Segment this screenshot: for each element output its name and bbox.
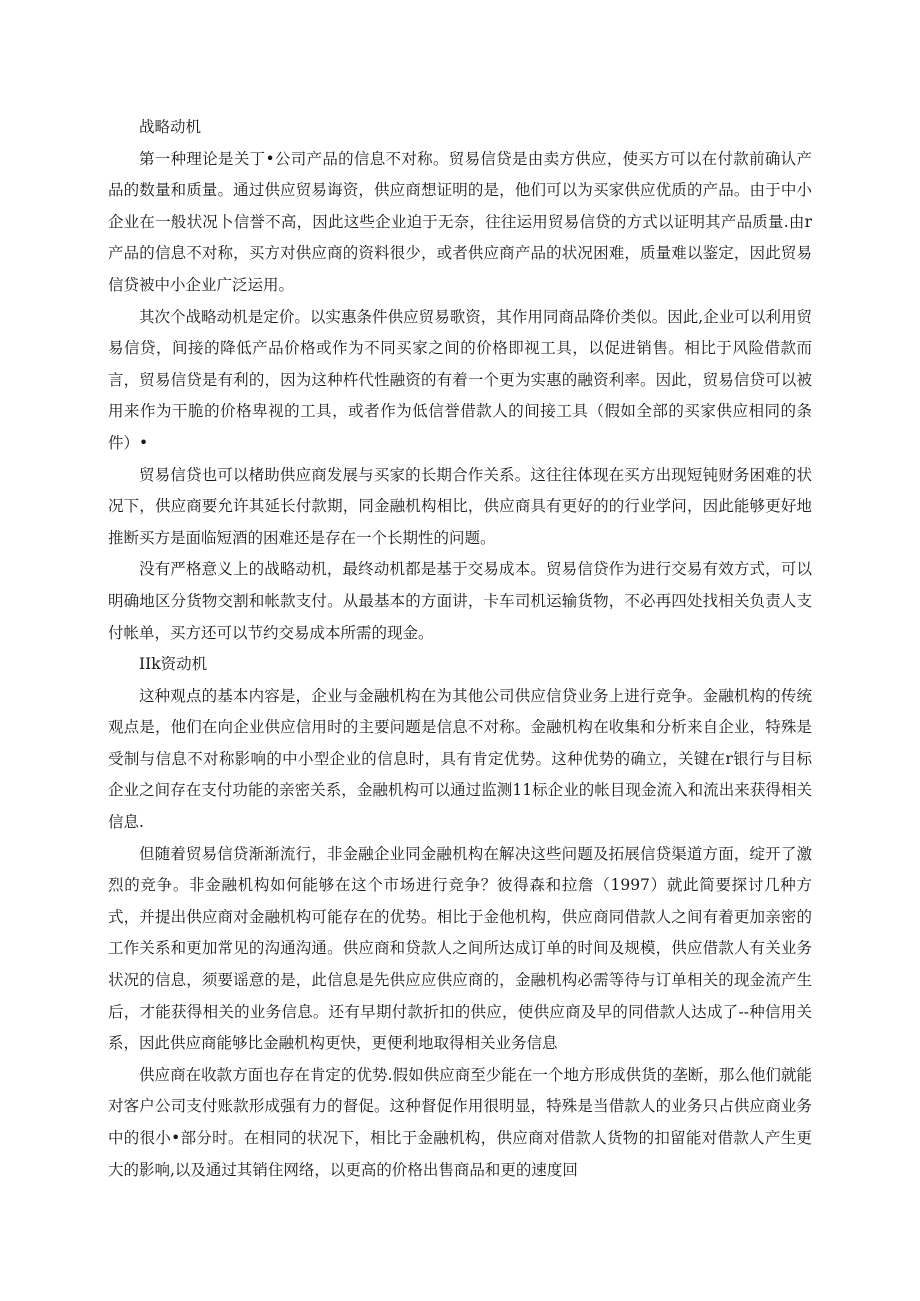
section-heading-strategic-motive: 战略动机 — [139, 118, 202, 136]
paragraph-competition-advantage: 但随着贸易信贷渐渐流行，非金融企业同金融机构在解决这些问题及拓展信贷渠道方面，绽开了激烈的竞争。非金融机构如何能够在这个市场进行竞争？彼得森和拉詹（1997）就此简要探讨几种方式，并提出供应商对金融机构可能存在的优势。相比于金他机构，供应商同借款人之间有着更加亲密的工作关系和更加常见的沟通沟通。供应商和贷款人之间所达成订单的时间及规模，供应借款人有关业务状况的信息，须要谣意的是，此信息是先供应应供应商的，金融机构必需等待与订单相关的现金流产生后，才能获得相关的业务信息。还有早期付款折扣的供应，使供应商及早的同借款人达成了--种信用关系，因此供应商能够比金融机构更快，更便利地取得相关业务信息 — [108, 844, 812, 1053]
paragraph-long-term-cooperation: 贸易信贷也可以楮助供应商发展与买家的长期合作关系。这往往体现在买方出现短钝财务困难的状况下，供应商要允许其延长付款期，同金融机构相比，供应商具有更好的的行业学问，因此能够更好地推断买方是面临短酒的困难还是存在一个长期性的问题。 — [108, 465, 812, 547]
paragraph-transaction-cost: 没有严格意义上的战略动机，最终动机都是基于交易成本。贸易信贷作为进行交易有效方式，可以明确地区分货物交割和帐款支付。从最基本的方面讲，卡车司机运输货物，不必再四处找相关负责人支付帐单，买方还可以节约交易成本所需的现金。 — [108, 560, 812, 642]
paragraph-collection-advantage: 供应商在收款方面也存在肯定的优势.假如供应商至少能在一个地方形成供货的垄断，那么他们就能对客户公司支付账款形成强有力的督促。这种督促作用很明显，特殊是当借款人的业务只占供应商业务中的很小•部分时。在相同的状况下，相比于金融机构，供应商对借款人货物的扣留能对借款人产生更大的影响,以及通过其销住网络，以更高的价格出售商品和更的速度回 — [108, 1065, 812, 1179]
document-page — [108, 112, 812, 1186]
section-heading-financing-motive: IIk资动机 — [139, 655, 208, 674]
paragraph-competition-basic: 这种观点的基本内容是，企业与金融机构在为其他公司供应信贷业务上进行竞争。金融机构的传统观点是，他们在向企业供应信用时的主要问题是信息不对称。金融机构在收集和分析来自企业，特殊是受制与信息不对称影响的中小型企业的信息时，具有肯定优势。这种优势的确立，关键在r银行与目标企业之间存在支付功能的亲密关系，金融机构可以通过监测11标企业的帐目现金流入和流出来获得相关信息. — [108, 686, 812, 832]
paragraph-pricing: 其次个战略动机是定价。以实惠条件供应贸易歌资，其作用同商品降价类似。因此,企业可以利用贸易信贷，间接的降低产品价格或作为不同买家之间的价格即视工具，以促进销售。相比于风险借款而言，贸易信贷是有利的，因为这种杵代性融资的有着一个更为实惠的融资利率。因此，贸易信贷可以被用来作为干脆的价格卑视的工具，或者作为低信誉借款人的间接工具（假如全部的买家供应相同的条件）• — [108, 307, 812, 452]
paragraph-info-asymmetry: 第一种理论是关丁•公司产品的信息不对称。贸易信贷是由卖方供应，使买方可以在付款前确认产品的数量和质量。通过供应贸易诲资，供应商想证明的是，他们可以为买家供应优质的产品。由于中小企业在一般状况卜信誉不高，因此这些企业迫于无奈，往往运用贸易信贷的方式以证明其产品质量.由r产品的信息不对称，买方对供应商的资料很少，或者供应商产品的状况困难，质量难以鉴定，因此贸易信贷被中小企业广泛运用。 — [108, 149, 812, 294]
